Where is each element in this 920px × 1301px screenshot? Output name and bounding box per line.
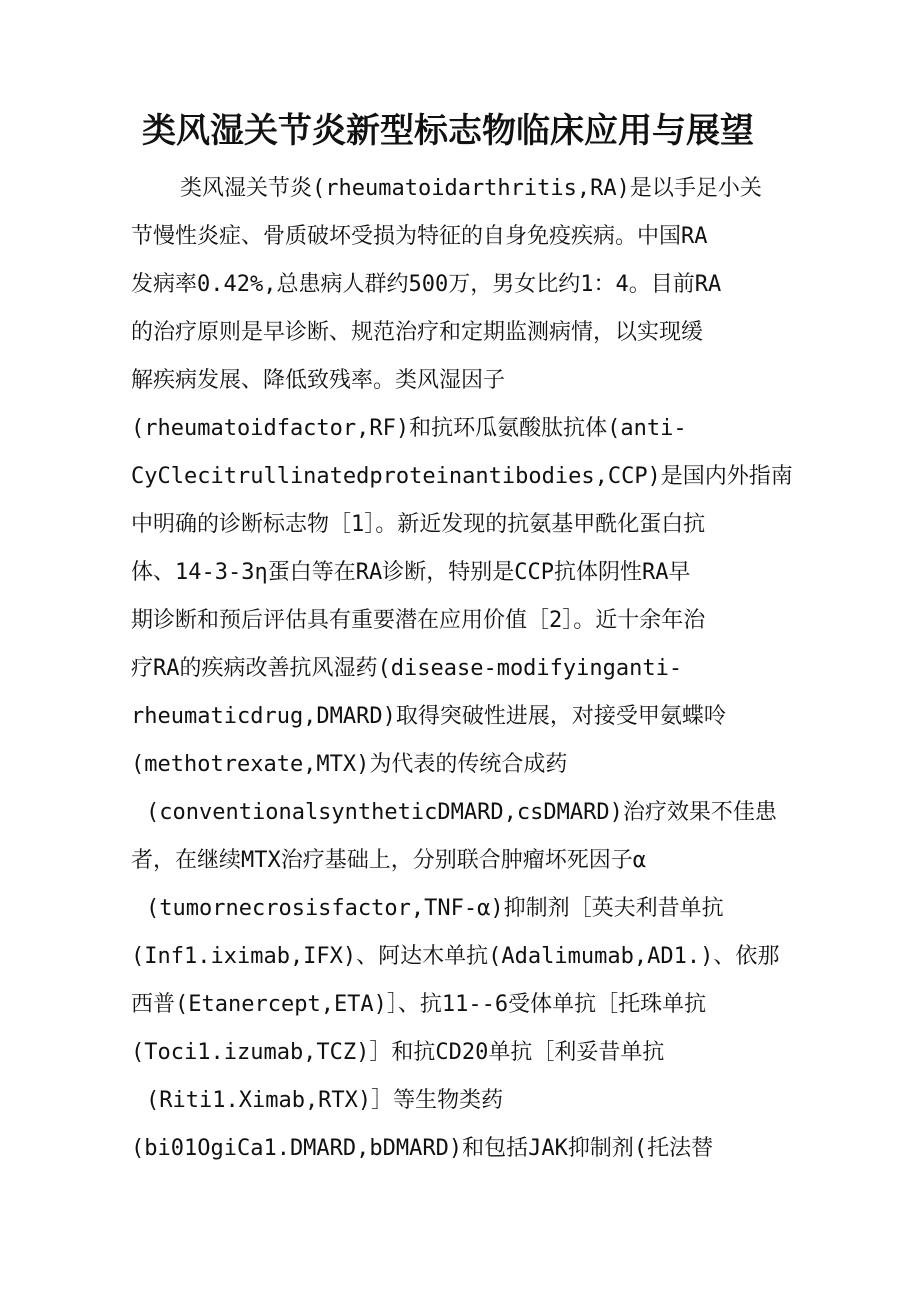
- body-text-line: 发病率0.42%,总患病人群约500万，男女比约1：4。目前RA: [131, 272, 722, 297]
- body-text-line: 的治疗原则是早诊断、规范治疗和定期监测病情，以实现缓: [131, 320, 704, 345]
- body-text-line: (Riti1.Ximab,RTX)］等生物类药: [146, 1088, 504, 1113]
- body-text-line: (conventionalsyntheticDMARD,csDMARD)治疗效果不佳患: [146, 800, 777, 825]
- body-text-line: (bi01OgiCa1.DMARD,bDMARD)和包括JAK抑制剂(托法替: [131, 1136, 714, 1161]
- body-text-line: 者，在继续MTX治疗基础上，分别联合肿瘤坏死因子α: [131, 848, 646, 873]
- document-title: 类风湿关节炎新型标志物临床应用与展望: [142, 111, 754, 151]
- body-text-line: (Toci1.izumab,TCZ)］和抗CD20单抗［利妥昔单抗: [131, 1040, 665, 1065]
- body-text-line: 疗RA的疾病改善抗风湿药(disease-modifyinganti-: [131, 656, 683, 681]
- body-text-line: (rheumatoidfactor,RF)和抗环瓜氨酸肽抗体(anti-: [131, 416, 687, 441]
- body-text-line: 解疾病发展、降低致残率。类风湿因子: [131, 368, 506, 393]
- body-text-line: (tumornecrosisfactor,TNF-α)抑制剂［英夫利昔单抗: [146, 896, 724, 921]
- body-text-line: 中明确的诊断标志物［1］。新近发现的抗氨基甲酰化蛋白抗: [131, 512, 706, 537]
- body-text-line: (Inf1.iximab,IFX)、阿达木单抗(Adalimumab,AD1.)、依那: [131, 944, 780, 969]
- body-text-line: (methotrexate,MTX)为代表的传统合成药: [131, 752, 568, 777]
- body-text-line: 类风湿关节炎(rheumatoidarthritis,RA)是以手足小关: [180, 176, 762, 201]
- body-text-line: 西普(Etanercept,ETA)］、抗11--6受体单抗［托珠单抗: [131, 992, 707, 1017]
- body-text-line: 节慢性炎症、骨质破坏受损为特征的自身免疫疾病。中国RA: [131, 224, 708, 249]
- body-text-line: CyClecitrullinatedproteinantibodies,CCP)是国内外指南: [131, 464, 793, 489]
- body-text-line: rheumaticdrug,DMARD)取得突破性进展，对接受甲氨蝶呤: [131, 704, 726, 729]
- body-text-line: 体、14-3-3η蛋白等在RA诊断，特别是CCP抗体阴性RA早: [131, 560, 691, 585]
- body-text-line: 期诊断和预后评估具有重要潜在应用价值［2］。近十余年治: [131, 608, 706, 633]
